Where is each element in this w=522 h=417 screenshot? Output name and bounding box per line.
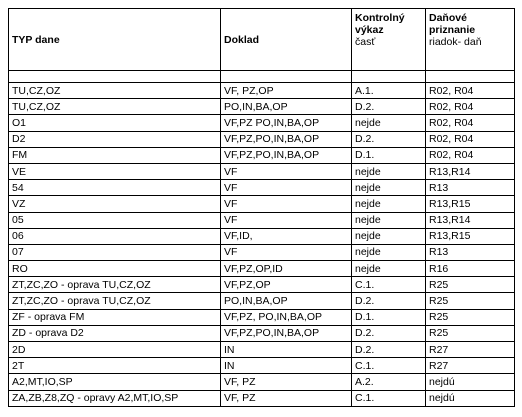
header-kv-line1: Kontrolný (355, 12, 405, 24)
doklad-cell: VF, PZ,OP (221, 83, 352, 99)
danove-priznanie-cell: R02, R04 (426, 99, 515, 115)
doklad-cell: VF, PZ (221, 390, 352, 406)
header-kv-line2: výkaz (355, 24, 384, 36)
typ-dane-cell: VE (9, 163, 221, 179)
kontrolny-vykaz-cell: nejde (352, 212, 426, 228)
danove-priznanie-cell: R25 (426, 325, 515, 341)
table-row (9, 309, 515, 325)
table-row (9, 228, 515, 244)
typ-dane-cell: 06 (9, 228, 221, 244)
kontrolny-vykaz-cell: nejde (352, 261, 426, 277)
doklad-cell: VF,ID, (221, 228, 352, 244)
doklad-cell: VF,PZ,PO,IN,BA,OP (221, 325, 352, 341)
header-typ-dane (9, 9, 221, 71)
header-doklad (221, 9, 352, 71)
typ-dane-cell: 2D (9, 342, 221, 358)
typ-dane-cell: RO (9, 261, 221, 277)
tax-mapping-table (8, 8, 515, 407)
danove-priznanie-cell: R16 (426, 261, 515, 277)
table-row (9, 293, 515, 309)
header-row (9, 9, 515, 71)
typ-dane-cell: ZT,ZC,ZO - oprava TU,CZ,OZ (9, 277, 221, 293)
header-typ-dane-label: TYP dane (12, 33, 60, 46)
typ-dane-cell: ZA,ZB,Z8,ZQ - opravy A2,MT,IO,SP (9, 390, 221, 406)
table-cell (352, 71, 426, 83)
danove-priznanie-cell: R25 (426, 293, 515, 309)
doklad-cell: VF (221, 163, 352, 179)
header-kv-line3: časť (355, 36, 376, 48)
doklad-cell: VF,PZ,PO,IN,BA,OP (221, 131, 352, 147)
danove-priznanie-cell: R25 (426, 309, 515, 325)
typ-dane-cell: ZD - oprava D2 (9, 325, 221, 341)
header-doklad-label: Doklad (224, 33, 260, 46)
danove-priznanie-cell: R13,R14 (426, 163, 515, 179)
typ-dane-cell: ZF - oprava FM (9, 309, 221, 325)
header-dp-line1: Daňové (429, 12, 467, 24)
typ-dane-cell: 05 (9, 212, 221, 228)
table-cell (221, 71, 352, 83)
kontrolny-vykaz-cell: nejde (352, 244, 426, 260)
table-row (9, 83, 515, 99)
typ-dane-cell: 07 (9, 244, 221, 260)
table-row (9, 325, 515, 341)
kontrolny-vykaz-cell: D.2. (352, 131, 426, 147)
danove-priznanie-cell: R13,R15 (426, 196, 515, 212)
doklad-cell: IN (221, 342, 352, 358)
header-dp-line2: priznanie (429, 24, 476, 36)
doklad-cell: IN (221, 358, 352, 374)
table-row (9, 196, 515, 212)
danove-priznanie-cell: R27 (426, 342, 515, 358)
doklad-cell: VF (221, 196, 352, 212)
table-cell (9, 71, 221, 83)
danove-priznanie-cell: R25 (426, 277, 515, 293)
danove-priznanie-cell: R13,R14 (426, 212, 515, 228)
danove-priznanie-cell: R02, R04 (426, 115, 515, 131)
doklad-cell: PO,IN,BA,OP (221, 99, 352, 115)
doklad-cell: PO,IN,BA,OP (221, 293, 352, 309)
kontrolny-vykaz-cell: D.2. (352, 325, 426, 341)
kontrolny-vykaz-cell: A.1. (352, 83, 426, 99)
typ-dane-cell: TU,CZ,OZ (9, 83, 221, 99)
doklad-cell: VF (221, 212, 352, 228)
doklad-cell: VF,PZ PO,IN,BA,OP (221, 115, 352, 131)
table-row (9, 99, 515, 115)
danove-priznanie-cell: R13 (426, 244, 515, 260)
table-row (9, 261, 515, 277)
kontrolny-vykaz-cell: C.1. (352, 277, 426, 293)
doklad-cell: VF, PZ (221, 374, 352, 390)
table-row (9, 180, 515, 196)
table-body (9, 71, 515, 407)
typ-dane-cell: 54 (9, 180, 221, 196)
typ-dane-cell: ZT,ZC,ZO - oprava TU,CZ,OZ (9, 293, 221, 309)
typ-dane-cell: VZ (9, 196, 221, 212)
doklad-cell: VF,PZ,OP,ID (221, 261, 352, 277)
doklad-cell: VF (221, 244, 352, 260)
danove-priznanie-cell: R13 (426, 180, 515, 196)
kontrolny-vykaz-cell: D.2. (352, 99, 426, 115)
kontrolny-vykaz-cell: nejde (352, 196, 426, 212)
kontrolny-vykaz-cell: nejde (352, 115, 426, 131)
table-row (9, 244, 515, 260)
table-row (9, 390, 515, 406)
table-row (9, 115, 515, 131)
kontrolny-vykaz-cell: nejde (352, 228, 426, 244)
table-row (9, 374, 515, 390)
kontrolny-vykaz-cell: C.1. (352, 390, 426, 406)
kontrolny-vykaz-cell: A.2. (352, 374, 426, 390)
typ-dane-cell: 2T (9, 358, 221, 374)
kontrolny-vykaz-cell: C.1. (352, 358, 426, 374)
header-kontrolny-vykaz (352, 9, 426, 71)
typ-dane-cell: TU,CZ,OZ (9, 99, 221, 115)
table-row (9, 358, 515, 374)
kontrolny-vykaz-cell: D.2. (352, 293, 426, 309)
table-row (9, 212, 515, 228)
typ-dane-cell: A2,MT,IO,SP (9, 374, 221, 390)
typ-dane-cell: O1 (9, 115, 221, 131)
doklad-cell: VF,PZ,OP (221, 277, 352, 293)
danove-priznanie-cell: R02, R04 (426, 147, 515, 163)
doklad-cell: VF (221, 180, 352, 196)
kontrolny-vykaz-cell: nejde (352, 163, 426, 179)
kontrolny-vykaz-cell: D.1. (352, 147, 426, 163)
typ-dane-cell: FM (9, 147, 221, 163)
empty-spacer-row (9, 71, 515, 83)
danove-priznanie-cell: R02, R04 (426, 131, 515, 147)
danove-priznanie-cell: R02, R04 (426, 83, 515, 99)
danove-priznanie-cell: nejdú (426, 374, 515, 390)
typ-dane-cell: D2 (9, 131, 221, 147)
header-dp-line3: riadok- daň (429, 36, 482, 48)
table-row (9, 342, 515, 358)
table-row (9, 277, 515, 293)
kontrolny-vykaz-cell: D.2. (352, 342, 426, 358)
table-row (9, 147, 515, 163)
danove-priznanie-cell: R27 (426, 358, 515, 374)
kontrolny-vykaz-cell: nejde (352, 180, 426, 196)
table-header (9, 9, 515, 71)
table-row (9, 131, 515, 147)
table-cell (426, 71, 515, 83)
danove-priznanie-cell: nejdú (426, 390, 515, 406)
doklad-cell: VF,PZ, PO,IN,BA,OP (221, 309, 352, 325)
kontrolny-vykaz-cell: D.1. (352, 309, 426, 325)
tax-mapping-table-container (8, 8, 515, 407)
doklad-cell: VF,PZ,PO,IN,BA,OP (221, 147, 352, 163)
header-danove-priznanie (426, 9, 515, 71)
table-row (9, 163, 515, 179)
danove-priznanie-cell: R13,R15 (426, 228, 515, 244)
